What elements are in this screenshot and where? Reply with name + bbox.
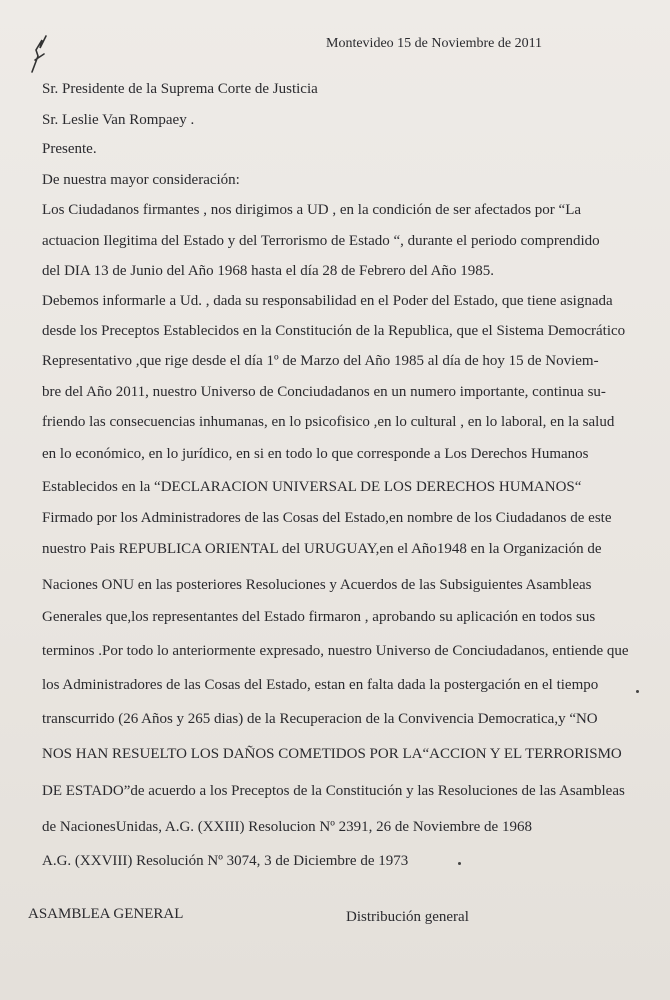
body-line: Los Ciudadanos firmantes , nos dirigimos a UD , en la condición de ser afectados por “La: [42, 202, 582, 218]
addressee-line-1: Sr. Presidente de la Suprema Corte de Justicia: [42, 81, 318, 97]
body-line: Generales que,los representantes del Estado firmaron , aprobando su aplicación en todos sus: [42, 609, 596, 625]
body-line: DE ESTADO”de acuerdo a los Preceptos de la Constitución y las Resoluciones de las Asambleas: [42, 783, 625, 799]
handwritten-mark: [26, 34, 52, 74]
addressee-line-3: Presente.: [42, 141, 97, 157]
ink-mark: [458, 862, 461, 865]
letter-date: Montevideo 15 de Noviembre de 2011: [326, 36, 543, 51]
body-line: NOS HAN RESUELTO LOS DAÑOS COMETIDOS POR LA“ACCION Y EL TERRORISMO: [42, 746, 622, 762]
body-line: los Administradores de las Cosas del Estado, estan en falta dada la postergación en el tiempo: [42, 677, 599, 693]
body-line: del DIA 13 de Junio del Año 1968 hasta el día 28 de Febrero del Año 1985.: [42, 263, 495, 279]
body-line: bre del Año 2011, nuestro Universo de Conciudadanos en un numero importante, continua su-: [42, 384, 606, 400]
ink-mark: [636, 690, 639, 693]
body-line: en lo económico, en lo jurídico, en si en todo lo que corresponde a Los Derechos Humanos: [42, 446, 589, 462]
body-line: Firmado por los Administradores de las Cosas del Estado,en nombre de los Ciudadanos de este: [42, 510, 612, 526]
footer-right: Distribución general: [346, 909, 469, 925]
body-line: terminos .Por todo lo anteriormente expresado, nuestro Universo de Conciudadanos, entiende que: [42, 643, 629, 659]
addressee-line-2: Sr. Leslie Van Rompaey .: [42, 112, 195, 128]
body-line: de NacionesUnidas, A.G. (XXIII) Resolucion Nº 2391, 26 de Noviembre de 1968: [42, 819, 532, 835]
body-line: friendo las consecuencias inhumanas, en lo psicofisico ,en lo cultural , en lo laboral, en la salud: [42, 414, 615, 430]
footer-left: ASAMBLEA GENERAL: [28, 906, 184, 922]
body-line: Naciones ONU en las posteriores Resoluciones y Acuerdos de las Subsiguientes Asambleas: [42, 577, 592, 593]
body-line: nuestro Pais REPUBLICA ORIENTAL del URUGUAY,en el Año1948 en la Organización de: [42, 541, 602, 557]
body-line: desde los Preceptos Establecidos en la Constitución de la Republica, que el Sistema Democrático: [42, 323, 626, 339]
body-line: Representativo ,que rige desde el día 1º de Marzo del Año 1985 al día de hoy 15 de Noviem-: [42, 353, 599, 369]
body-line: Debemos informarle a Ud. , dada su responsabilidad en el Poder del Estado, que tiene asignada: [42, 293, 613, 309]
body-line: transcurrido (26 Años y 265 dias) de la Recuperacion de la Convivencia Democratica,y “NO: [42, 711, 598, 727]
body-line: A.G. (XXVIII) Resolución Nº 3074, 3 de Diciembre de 1973: [42, 853, 409, 869]
salutation: De nuestra mayor consideración:: [42, 172, 240, 188]
body-line: actuacion Ilegitima del Estado y del Terrorismo de Estado “, durante el periodo comprendido: [42, 233, 600, 249]
body-line: Establecidos en la “DECLARACION UNIVERSAL DE LOS DERECHOS HUMANOS“: [42, 479, 582, 495]
